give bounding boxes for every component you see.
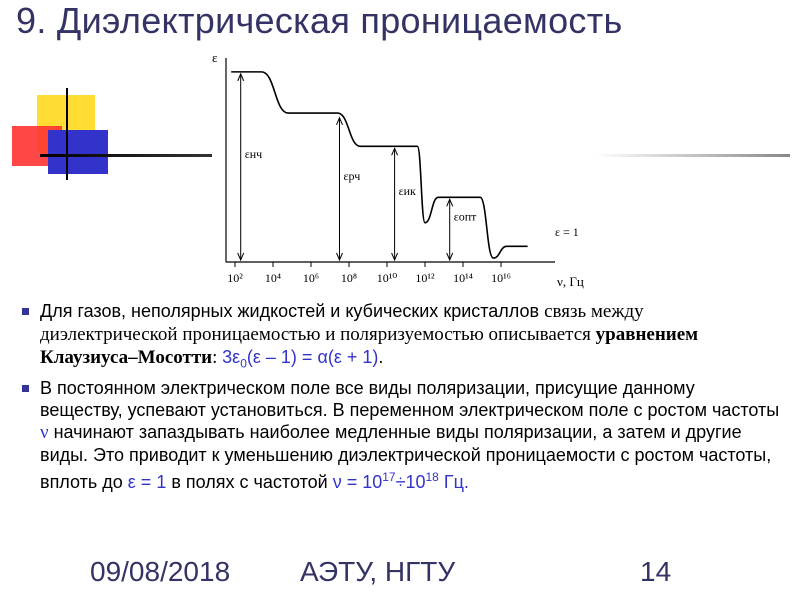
- bullet1-text-2: связь между диэлектрической проницаемостью и поляризуемостью описывается: [40, 301, 644, 345]
- bullet2-text-1: В постоянном электрическом поле все виды поляризации, присущие данному веществу, успевают установиться. В переменном электрическом поле с ростом частоты: [40, 377, 780, 420]
- frequency-range: $\nu = 10^{17}\div 10^{18}$ Гц.: [332, 469, 469, 492]
- chart-arrows: [238, 74, 477, 260]
- bullet-marker: [22, 308, 29, 315]
- bullet-list: [22, 300, 782, 495]
- title-rule-left: [40, 154, 212, 157]
- bullet-marker: [22, 385, 29, 392]
- bullet2-text-3: в полях с частотой: [166, 471, 333, 492]
- x-tick-label: 10⁸: [340, 271, 358, 285]
- x-tick-label: 10⁴: [264, 271, 282, 285]
- bullet1-period: .: [378, 347, 384, 367]
- x-tick-label: 10¹⁶: [491, 271, 511, 285]
- eps-label: εик: [398, 184, 416, 199]
- x-tick-label: 10²: [227, 271, 243, 285]
- bullet2-text-2: начинают запаздывать наиболее медленные виды поляризации, а затем и другие виды. Это приводит к уменьшению диэлектрической проницаемости с ростом частоты, вплоть до: [40, 421, 772, 492]
- footer-organization: АЭТУ, НГТУ: [300, 556, 456, 587]
- bullet1-text-1: Для газов, неполярных жидкостей и кубических кристаллов: [40, 301, 545, 321]
- x-tick-label: 10¹⁴: [453, 271, 473, 285]
- x-tick-label: 10¹⁰: [376, 271, 398, 285]
- chart-axes: [226, 58, 555, 262]
- footer-date: 09/08/2018: [90, 556, 231, 587]
- decor-blue-square: [48, 130, 108, 174]
- x-axis-label: ν, Гц: [557, 274, 584, 289]
- nu-symbol: ν: [40, 421, 49, 443]
- clausius-mossotti-formula: $3\varepsilon_0(\varepsilon - 1) = \alpha(\varepsilon + 1)$: [222, 347, 379, 371]
- eps-equals-one: ε = 1: [127, 471, 167, 492]
- clausius-mossotti-label: уравнением Клаузиуса–Мосотти: [40, 324, 699, 368]
- chart-ticks: [227, 262, 511, 285]
- x-tick-label: 10⁶: [302, 271, 320, 285]
- eps-label: εопт: [453, 209, 477, 224]
- eps-label: εнч: [244, 146, 263, 161]
- x-tick-label: 10¹²: [415, 271, 435, 285]
- slide-title: 9. Диэлектрическая проницаемость: [16, 0, 623, 41]
- bullet1-colon: :: [212, 347, 223, 368]
- footer-page-number: 14: [640, 556, 672, 587]
- bullet-item-1: [22, 300, 782, 375]
- eps-one-label: ε = 1: [555, 225, 579, 239]
- eps-label: εрч: [343, 168, 361, 183]
- decor-vertical-line: [66, 88, 68, 180]
- permittivity-chart: [200, 50, 600, 300]
- bullet-item-2: [22, 377, 782, 493]
- permittivity-curve: [231, 72, 527, 258]
- y-axis-label: ε: [212, 50, 218, 65]
- title-rule-right: [595, 154, 790, 157]
